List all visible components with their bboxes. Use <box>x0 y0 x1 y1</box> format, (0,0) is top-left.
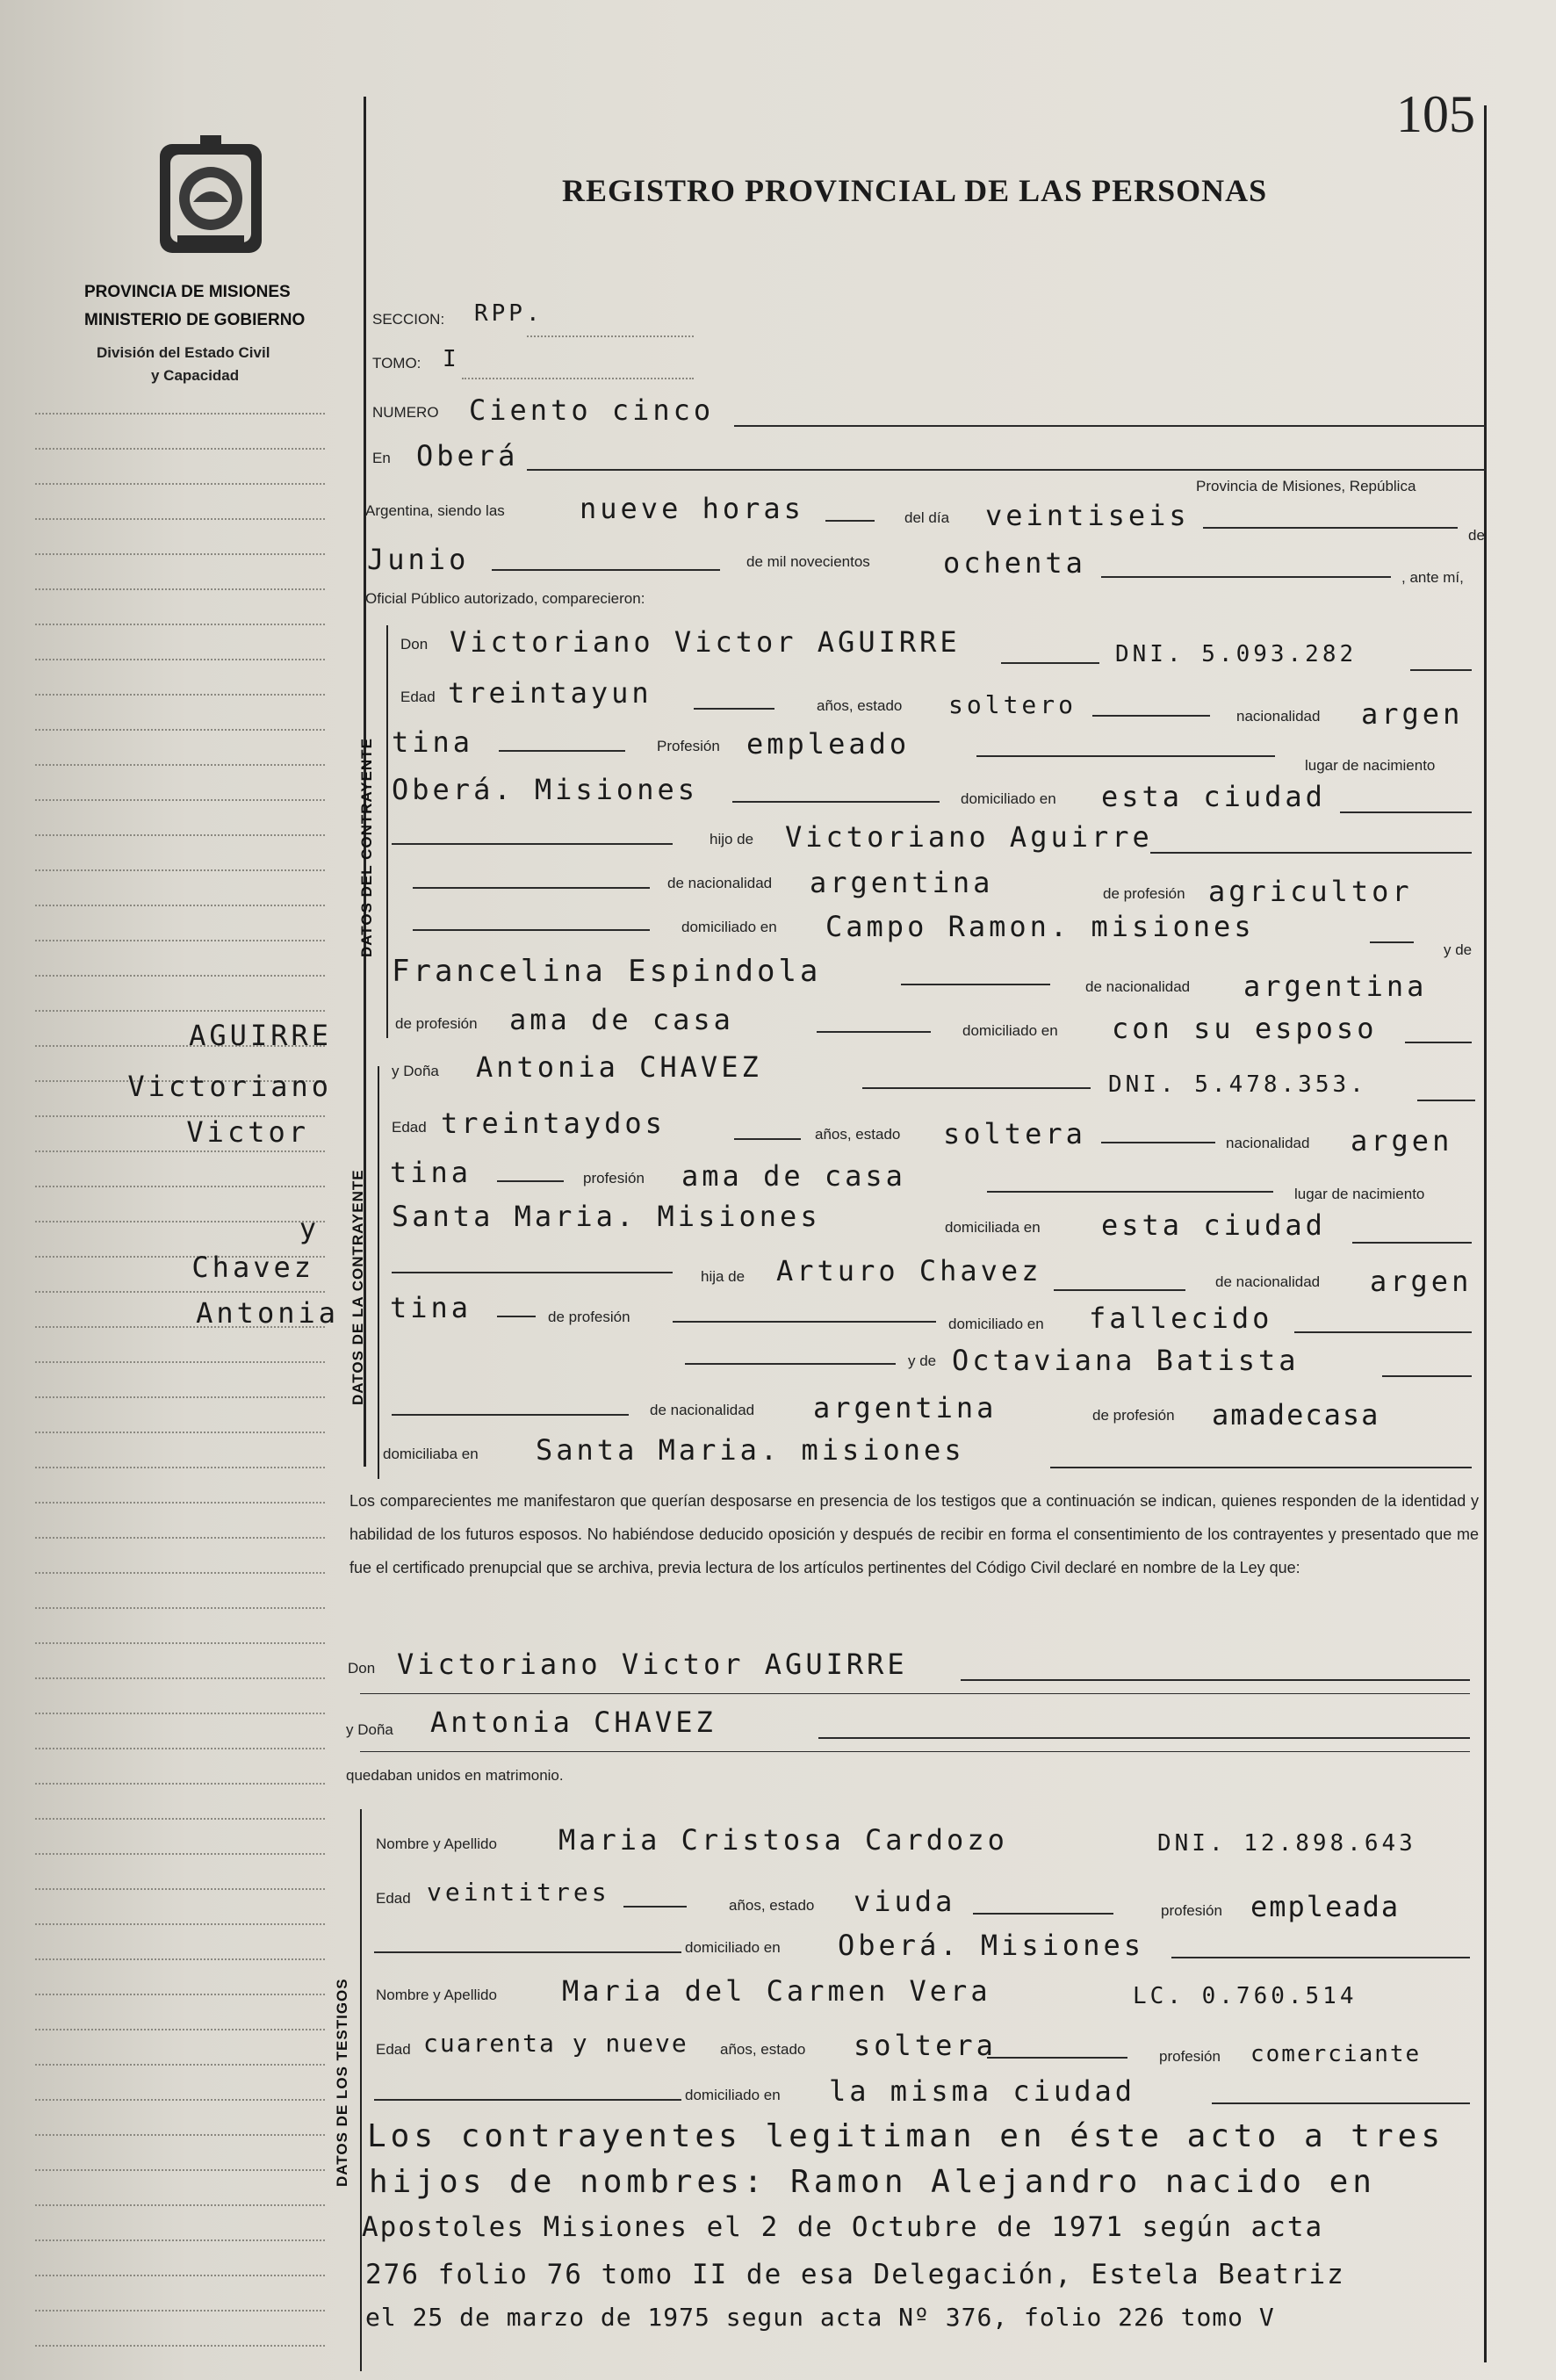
margin-dotted-line <box>35 1291 325 1293</box>
witness2-dom-line <box>1212 2102 1470 2104</box>
groom-hijo-label: hijo de <box>710 831 754 847</box>
bride-profesion: ama de casa <box>681 1159 906 1193</box>
groom-lugar-label: lugar de nacimiento <box>1305 757 1436 774</box>
margin-dotted-line <box>35 975 325 977</box>
groom-madre: Francelina Espindola <box>392 954 822 989</box>
margin-dotted-line <box>35 905 325 906</box>
margin-dotted-line <box>35 624 325 625</box>
margin-dotted-line <box>35 2275 325 2276</box>
bride-name-line <box>862 1087 1091 1089</box>
division-label-1: División del Estado Civil <box>97 344 270 361</box>
bride-section-label: DATOS DE LA CONTRAYENTE <box>349 1169 366 1405</box>
bride-yde-pre-line <box>685 1363 896 1365</box>
bride-hija-pre-line <box>392 1272 673 1273</box>
bride-domicilio: esta ciudad <box>1101 1208 1326 1242</box>
groom-edad-line <box>694 708 774 710</box>
margin-dotted-line <box>35 834 325 836</box>
witness1-dni: DNI. 12.898.643 <box>1157 1830 1416 1857</box>
margin-dotted-line <box>35 764 325 766</box>
margin-dotted-line <box>35 1748 325 1749</box>
groom-nac-label: nacionalidad <box>1236 708 1321 725</box>
note-line-1: Los contrayentes legitiman en éste acto a tres <box>367 2118 1444 2154</box>
witness-section-rule <box>360 1809 362 2371</box>
bride-padre-dom: fallecido <box>1089 1302 1273 1335</box>
margin-dotted-line <box>35 1783 325 1785</box>
margin-dotted-line <box>35 1502 325 1504</box>
statement-groom-line <box>961 1679 1470 1681</box>
groom-nac-1: argen <box>1361 697 1464 731</box>
margin-dotted-line <box>35 2169 325 2171</box>
statement-bride-line <box>818 1737 1470 1739</box>
bride-name: Antonia CHAVEZ <box>476 1050 762 1084</box>
groom-edad: treintayun <box>448 676 652 710</box>
groom-madre-prof-label: de profesión <box>395 1015 478 1032</box>
mil-label: de mil novecientos <box>746 553 870 570</box>
groom-prof-label: Profesión <box>657 738 720 754</box>
bride-prof-label: profesión <box>583 1170 645 1186</box>
document-title: REGISTRO PROVINCIAL DE LAS PERSONAS <box>562 173 1268 208</box>
bride-padre-dom-line <box>1294 1331 1472 1333</box>
bride-madre-nac: argentina <box>813 1391 998 1424</box>
groom-padre-dom-pre-line <box>413 929 650 931</box>
provincia-label: Provincia de Misiones, República <box>1196 478 1416 494</box>
margin-note-line-5: Chavez <box>191 1251 314 1284</box>
anio-line <box>1101 576 1391 578</box>
bride-dom-line <box>1352 1242 1472 1244</box>
bride-edad-label: Edad <box>392 1119 427 1136</box>
provincial-seal-icon <box>155 132 267 260</box>
witness1-prof: empleada <box>1250 1890 1401 1923</box>
margin-dotted-line <box>35 1713 325 1714</box>
groom-dom-label: domiciliado en <box>961 790 1056 807</box>
groom-madre-line <box>901 984 1050 985</box>
bride-madre-prof: amadecasa <box>1212 1398 1380 1432</box>
statement-dona-label: y Doña <box>346 1721 393 1738</box>
witness2-dom-label: domiciliado en <box>685 2087 781 2103</box>
margin-dotted-line <box>35 448 325 450</box>
margin-dotted-line <box>35 2099 325 2101</box>
groom-section-label: DATOS DEL CONTRAYENTE <box>358 738 375 957</box>
bride-dni-line <box>1417 1100 1475 1101</box>
bride-madre-prof-label: de profesión <box>1092 1407 1175 1424</box>
witness1-dom: Oberá. Misiones <box>838 1929 1144 1962</box>
margin-dotted-line <box>35 2310 325 2311</box>
tomo-dots <box>462 378 694 379</box>
bride-hija-label: hija de <box>701 1268 746 1285</box>
margin-dotted-line <box>35 2029 325 2030</box>
margin-dotted-line <box>35 553 325 555</box>
oficial-label: Oficial Público autorizado, comparecieron: <box>365 590 645 607</box>
groom-nac-2: tina <box>392 725 474 759</box>
groom-padre-dom: Campo Ramon. misiones <box>825 910 1255 943</box>
margin-dotted-line <box>35 2204 325 2206</box>
groom-padre-nac: argentina <box>810 866 994 899</box>
bride-estado-line <box>1101 1142 1215 1143</box>
horas-value: nueve horas <box>580 492 804 525</box>
bride-madre-nac-label: de nacionalidad <box>650 1402 755 1418</box>
witness1-dom-label: domiciliado en <box>685 1939 781 1956</box>
bride-lugar: Santa Maria. Misiones <box>392 1200 821 1233</box>
seccion-label: SECCION: <box>372 311 445 328</box>
witness1-prof-label: profesión <box>1161 1902 1222 1919</box>
margin-dotted-line <box>35 1642 325 1644</box>
groom-padre: Victoriano Aguirre <box>785 820 1153 854</box>
witness1-dom-pre-line <box>374 1951 681 1953</box>
groom-madre-prof: ama de casa <box>509 1003 734 1036</box>
margin-dotted-line <box>35 1150 325 1152</box>
margin-dotted-line <box>35 1467 325 1468</box>
statement-closing: quedaban unidos en matrimonio. <box>346 1767 564 1784</box>
groom-madre-dom: con su esposo <box>1112 1012 1378 1045</box>
margin-dotted-line <box>35 518 325 520</box>
margin-note-line-2: Victoriano <box>127 1070 332 1103</box>
groom-padre-nac-pre-line <box>413 887 650 889</box>
groom-estado-line <box>1092 715 1210 717</box>
witness2-estado-label: años, estado <box>720 2041 806 2058</box>
margin-dotted-line <box>35 588 325 590</box>
bride-nac-line <box>497 1180 564 1182</box>
groom-madre-prof-line <box>817 1031 931 1033</box>
note-line-5: el 25 de marzo de 1975 segun acta Nº 376, folio 226 tomo V <box>365 2303 1275 2332</box>
bride-prof-line <box>987 1191 1273 1193</box>
margin-dotted-line <box>35 1537 325 1539</box>
bride-madre-nac-pre-line <box>392 1414 629 1416</box>
margin-dotted-line <box>35 799 325 801</box>
bride-yde-label: y de <box>908 1352 937 1369</box>
statement-text: Los comparecientes me manifestaron que querían desposarse en presencia de los testigos que a continuación se indican, quienes responden de la identidad y habilidad de los futuros esposos. No habiéndose deducido oposición y después de recibir en forma el consentimiento de los contrayentes y presentado que me fue el certificado prenupcial que se archiva, previa lectura de los artículos pertinentes del Código Civil declaré en nombre de la Ley que: <box>349 1492 1479 1576</box>
margin-dotted-line <box>35 940 325 941</box>
witness2-name: Maria del Carmen Vera <box>562 1974 991 2008</box>
bride-padre-nac-line <box>497 1316 536 1317</box>
groom-madre-nac: argentina <box>1243 970 1428 1003</box>
bride-padre-dom-label: domiciliado en <box>948 1316 1044 1332</box>
note-line-2: hijos de nombres: Ramon Alejandro nacido en <box>369 2164 1376 2200</box>
margin-note-line-3: Victor <box>186 1115 309 1149</box>
groom-domicilio: esta ciudad <box>1101 780 1326 813</box>
bride-nac-2: tina <box>390 1156 472 1189</box>
bride-padre-nac-label: de nacionalidad <box>1215 1273 1321 1290</box>
mes-value: Junio <box>367 543 470 576</box>
margin-dotted-line <box>35 1677 325 1679</box>
groom-name: Victoriano Victor AGUIRRE <box>450 625 961 659</box>
bride-edad: treintaydos <box>441 1107 666 1140</box>
witness1-name: Maria Cristosa Cardozo <box>558 1823 1008 1857</box>
page-number: 105 <box>1396 85 1475 143</box>
margin-dotted-line <box>35 1818 325 1820</box>
anio-value: ochenta <box>943 546 1086 580</box>
groom-madre-dom-line <box>1405 1042 1472 1043</box>
groom-lugar: Oberá. Misiones <box>392 773 698 806</box>
dia-value: veintiseis <box>985 499 1190 532</box>
bride-padre-line <box>1054 1289 1185 1291</box>
witness2-edad-label: Edad <box>376 2041 411 2058</box>
bride-lugar-label: lugar de nacimiento <box>1294 1186 1425 1202</box>
margin-dotted-line <box>35 483 325 485</box>
tomo-value: I <box>443 346 460 372</box>
numero-label: NUMERO <box>372 404 439 421</box>
margin-dotted-line <box>35 2345 325 2347</box>
argentina-label: Argentina, siendo las <box>365 502 505 519</box>
witness1-dom-line <box>1171 1957 1470 1958</box>
margin-note-line-4: y <box>299 1212 320 1245</box>
numero-value: Ciento cinco <box>469 393 715 427</box>
groom-madre-dom-label: domiciliado en <box>962 1022 1058 1039</box>
groom-padre-nac-label: de nacionalidad <box>667 875 773 891</box>
bride-nac-label: nacionalidad <box>1226 1135 1310 1151</box>
witness1-estado: viuda <box>854 1885 956 1918</box>
en-label: En <box>372 450 391 466</box>
bride-padre: Arturo Chavez <box>776 1254 1042 1287</box>
groom-padre-prof-label: de profesión <box>1103 885 1185 902</box>
statement-groom-line-2 <box>360 1693 1470 1694</box>
bride-padre-nac-2: tina <box>390 1291 472 1324</box>
groom-padre-dom-line <box>1370 941 1414 943</box>
bride-dni: DNI. 5.478.353. <box>1108 1071 1367 1098</box>
ministry-label: MINISTERIO DE GOBIERNO <box>84 311 306 329</box>
witness2-dom: la misma ciudad <box>829 2074 1135 2108</box>
groom-profesion: empleado <box>746 727 911 761</box>
bride-madre-dom: Santa Maria. misiones <box>536 1433 965 1467</box>
witness2-estado-line <box>987 2057 1127 2059</box>
witness2-dom-pre-line <box>374 2099 681 2101</box>
margin-dotted-line <box>35 1994 325 1995</box>
groom-prof-line <box>976 755 1275 757</box>
witness1-edad: veintitres <box>427 1878 610 1907</box>
groom-madre-nac-label: de nacionalidad <box>1085 978 1191 995</box>
witness2-estado: soltera <box>854 2029 997 2062</box>
witness1-edad-line <box>623 1906 687 1908</box>
bride-nac-1: argen <box>1351 1124 1453 1158</box>
margin-dotted-line <box>35 2239 325 2241</box>
statement-don-label: Don <box>348 1660 376 1677</box>
bride-madre-dom-line <box>1050 1467 1472 1468</box>
margin-note-line-6: Antonia <box>196 1296 339 1330</box>
witness2-prof: comerciante <box>1250 2041 1422 2067</box>
groom-section-rule <box>386 625 388 1038</box>
witness1-edad-label: Edad <box>376 1890 411 1907</box>
witness1-name-label: Nombre y Apellido <box>376 1835 497 1852</box>
numero-line <box>734 425 1486 427</box>
statement-bride-line-2 <box>360 1751 1470 1752</box>
groom-dni-line <box>1410 669 1472 671</box>
groom-nac-line <box>499 750 625 752</box>
groom-dom-line <box>1340 811 1472 813</box>
margin-dotted-line <box>35 1888 325 1890</box>
bride-dom-label: domiciliada en <box>945 1219 1041 1236</box>
groom-estado-label: años, estado <box>817 697 903 714</box>
bride-estado-label: años, estado <box>815 1126 901 1143</box>
witness-section-label: DATOS DE LOS TESTIGOS <box>334 1978 350 2187</box>
right-vertical-rule <box>1484 105 1487 2362</box>
groom-lugar-line <box>732 801 940 803</box>
margin-dotted-line <box>35 1572 325 1574</box>
groom-dni: DNI. 5.093.282 <box>1115 641 1358 667</box>
margin-dotted-line <box>35 659 325 660</box>
margin-dotted-line <box>35 1607 325 1609</box>
groom-don-label: Don <box>400 636 429 653</box>
dia-label: del día <box>904 509 950 526</box>
note-line-3: Apostoles Misiones el 2 de Octubre de 1971 según acta <box>362 2211 1324 2243</box>
statement-groom: Victoriano Victor AGUIRRE <box>397 1648 908 1681</box>
province-label: PROVINCIA DE MISIONES <box>84 283 291 301</box>
margin-dotted-line <box>35 1853 325 1855</box>
bride-madre-dom-label: domiciliaba en <box>383 1446 479 1462</box>
mes-line <box>492 569 720 571</box>
witness2-name-label: Nombre y Apellido <box>376 1987 497 2003</box>
witness2-edad: cuarenta y nueve <box>423 2029 688 2058</box>
margin-dotted-line <box>35 2134 325 2136</box>
seccion-value: RPP. <box>474 300 544 327</box>
margin-dotted-line <box>35 1396 325 1398</box>
horas-line <box>825 520 875 522</box>
groom-name-line <box>1001 662 1099 664</box>
groom-padre-line <box>1150 852 1472 854</box>
en-line <box>527 469 1486 471</box>
groom-padre-prof: agricultor <box>1208 875 1413 908</box>
witness1-estado-line <box>973 1913 1113 1915</box>
tomo-label: TOMO: <box>372 355 421 371</box>
bride-estado: soltera <box>943 1117 1086 1150</box>
witness2-prof-label: profesión <box>1159 2048 1221 2065</box>
groom-yde-label: y de <box>1444 941 1473 958</box>
witness1-estado-label: años, estado <box>729 1897 815 1914</box>
bride-madre: Octaviana Batista <box>952 1344 1300 1377</box>
en-value: Oberá <box>416 439 519 472</box>
bride-madre-line <box>1382 1375 1472 1377</box>
margin-dotted-line <box>35 1186 325 1187</box>
margin-dotted-line <box>35 2064 325 2066</box>
dia-line <box>1203 527 1458 529</box>
margin-dotted-line <box>35 1923 325 1925</box>
margin-dotted-line <box>35 869 325 871</box>
margin-dotted-line <box>35 1010 325 1012</box>
margin-dotted-line <box>35 1361 325 1363</box>
bride-dona-label: y Doña <box>392 1063 439 1079</box>
groom-padre-dom-label: domiciliado en <box>681 919 777 935</box>
groom-hijo-pre-line <box>392 843 673 845</box>
bride-padre-prof-line <box>673 1321 936 1323</box>
witness2-dni: LC. 0.760.514 <box>1133 1983 1358 2009</box>
margin-note-line-1: AGUIRRE <box>189 1019 332 1052</box>
note-line-4: 276 folio 76 tomo II de esa Delegación, Estela Beatriz <box>365 2259 1345 2290</box>
bride-padre-prof-label: de profesión <box>548 1309 630 1325</box>
margin-dotted-line <box>35 729 325 731</box>
margin-dotted-line <box>35 1958 325 1960</box>
margin-dotted-line <box>35 1432 325 1433</box>
ante-label: , ante mí, <box>1401 569 1464 586</box>
bride-edad-line <box>734 1138 801 1140</box>
division-label-2: y Capacidad <box>151 367 240 384</box>
bride-padre-nac-1: argen <box>1370 1265 1473 1298</box>
bride-section-rule <box>378 1066 379 1479</box>
statement-bride: Antonia CHAVEZ <box>430 1706 717 1739</box>
groom-estado: soltero <box>948 690 1077 719</box>
margin-dotted-line <box>35 413 325 415</box>
de-label: de <box>1468 527 1485 544</box>
margin-dotted-line <box>35 694 325 696</box>
seccion-dots <box>527 335 694 337</box>
groom-edad-label: Edad <box>400 689 436 705</box>
